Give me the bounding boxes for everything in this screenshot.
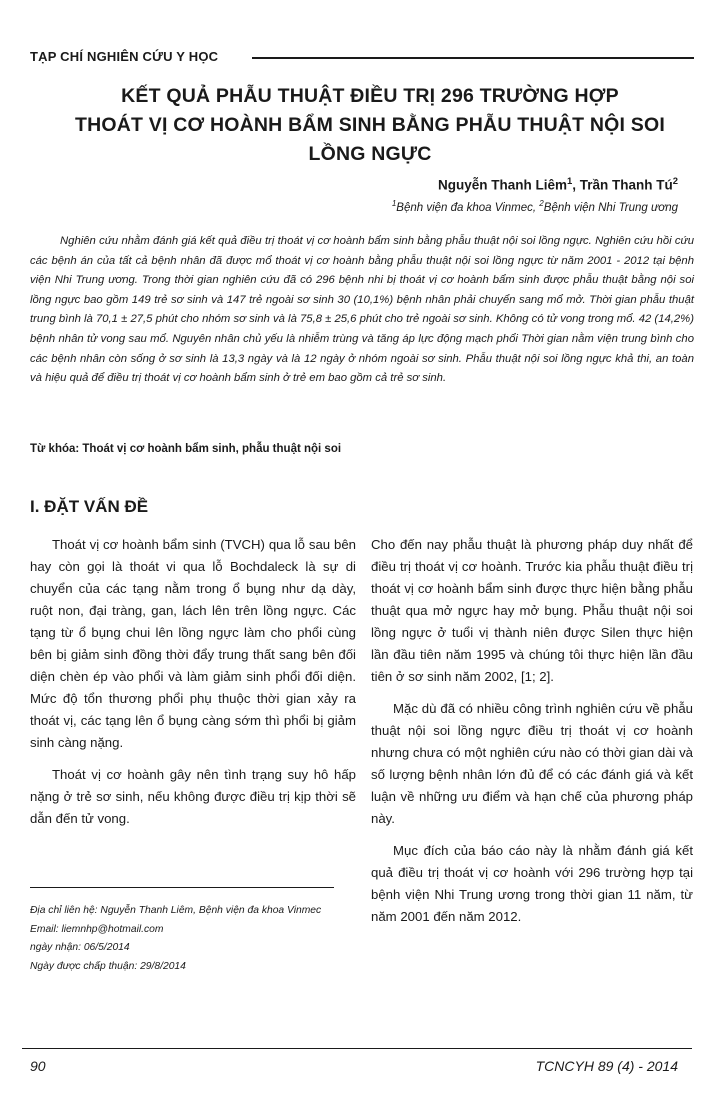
keywords: Từ khóa: Thoát vị cơ hoành bẩm sinh, phẫu thuật nội soi <box>30 443 342 455</box>
author-affiliation-mark: 2 <box>672 176 678 187</box>
affiliation: Bệnh viện Nhi Trung ương <box>543 201 678 214</box>
affiliation: Bệnh viện đa khoa Vinmec, <box>396 201 540 214</box>
left-column <box>30 534 356 840</box>
authors <box>438 176 678 193</box>
paragraph: Thoát vị cơ hoành bẩm sinh (TVCH) qua lỗ sau bên hay còn gọi là thoát vi qua lỗ Bochdaleck là sự di chuyển của các tạng nằm trong ổ bụng như dạ dày, ruột non, đại tràng, gan, lách lên trên lồng ngực. Các tạng từ ổ bụng chui lên lồng ngực làm cho phổi cùng bên bị giảm sinh đồng thời đẩy trung thất sang bên đối diện chèn ép vào phổi và làm giảm sinh phổi đối diện. Mức độ tổn thương phổi phụ thuộc thời gian xảy ra thoát vị, các tạng lên ổ bụng càng sớm thì phổi bị giảm sinh càng nặng. <box>30 537 356 750</box>
paragraph: Mục đích của báo cáo này là nhằm đánh giá kết quả điều trị thoát vị cơ hoành với 296 trường hợp tại bệnh viện Nhi Trung ương trong thời gian 11 năm, từ năm 2001 đến năm 2012. <box>371 843 693 924</box>
author-affiliation-mark: 1 <box>566 176 573 187</box>
affiliations <box>392 199 678 214</box>
title-line: THOÁT VỊ CƠ HOÀNH BẨM SINH BẰNG PHẪU THUẬT NỘI SOI <box>75 114 665 136</box>
footnote-contact: Địa chỉ liên hệ: Nguyễn Thanh Liêm, Bệnh viện đa khoa Vinmec <box>30 905 322 916</box>
section-heading: I. ĐẶT VẤN ĐỀ <box>30 497 149 516</box>
header-rule <box>252 57 694 59</box>
title-line: LỒNG NGỰC <box>308 143 432 165</box>
paragraph: Mặc dù đã có nhiều công trình nghiên cứu về phẫu thuật nội soi lồng ngực điều trị thoát vị cơ hoành nhưng chưa có một nghiên cứu nào có thời gian dài và số lượng bệnh nhân lớn đủ để có các đánh giá và kết luận về những ưu điểm và hạn chế của phương pháp này. <box>371 701 693 826</box>
author-separator: , <box>572 177 580 193</box>
page-number: 90 <box>30 1058 46 1074</box>
journal-header <box>30 49 694 69</box>
right-column <box>371 534 693 938</box>
author-name: Nguyễn Thanh Liêm <box>437 177 567 193</box>
author-name: Trần Thanh Tú <box>579 177 673 193</box>
footnote-accepted: Ngày được chấp thuận: 29/8/2014 <box>30 960 186 972</box>
title-line: KẾT QUẢ PHẪU THUẬT ĐIỀU TRỊ 296 TRƯỜNG HỢP <box>121 85 619 107</box>
affiliation-mark: 2 <box>539 199 544 208</box>
footnote-received: ngày nhận: 06/5/2014 <box>30 942 130 953</box>
footer-rule <box>22 1048 692 1049</box>
footnotes <box>30 902 356 976</box>
affiliation-mark: 1 <box>391 199 397 208</box>
journal-name: TẠP CHÍ NGHIÊN CỨU Y HỌC <box>30 49 219 64</box>
abstract: Nghiên cứu nhằm đánh giá kết quả điều trị thoát vị cơ hoành bẩm sinh bằng phẫu thuật nội soi lồng ngực. Nghiên cứu hồi cứu các bệnh án của tất cả bệnh nhân đã được mổ thoát vị cơ hoành bằng phẫu thuật nội soi lồng ngực từ năm 2001 - 2012 tại bệnh viện Nhi Trung ương. Trong thời gian nghiên cứu đã có 296 bệnh nhi bị thoát vị cơ hoành bẩm sinh được phẫu thuật bằng nội soi lồng ngực bao gồm 149 trẻ sơ sinh và 147 trẻ ngoài sơ sinh 30 (10,1%) bệnh nhân phải chuyển sang mổ mở. Thời gian phẫu thuật trung bình là 70,1 ± 27,5 phút cho nhóm sơ sinh và là 75,8 ± 25,6 phút cho trẻ ngoài sơ sinh. Không có tử vong trong mổ. 42 (14,2%) bệnh nhân tử vong sau mổ. Nguyên nhân chủ yếu là nhiễm trùng và tăng áp lực động mạch phổi Thời gian nằm viện trung bình cho các bệnh nhân còn sống ở sơ sinh là 13,3 ngày và là 12 ngày ở nhóm ngoài sơ sinh. Phẫu thuật nội soi lồng ngực khả thi, an toàn và hiệu quả để điều trị thoát vị cơ hoành bẩm sinh ở trẻ em bao gồm cả trẻ sơ sinh. <box>30 235 694 385</box>
paragraph: Thoát vị cơ hoành gây nên tình trạng suy hô hấp nặng ở trẻ sơ sinh, nếu không được điều trị kịp thời sẽ dẫn đến tử vong. <box>30 767 356 826</box>
footnote-email: Email: liemnhp@hotmail.com <box>30 923 164 935</box>
journal-reference: TCNCYH 89 (4) - 2014 <box>535 1058 678 1074</box>
article-title <box>60 82 680 169</box>
footnote-rule <box>30 887 334 888</box>
paragraph: Cho đến nay phẫu thuật là phương pháp duy nhất để điều trị thoát vị cơ hoành. Trước kia phẫu thuật điều trị thoát vị cơ hoành bẩm sinh được thực hiện bằng phẫu thuật qua mở ngực hay mở bụng. Phẫu thuật nội soi lồng ngực ở tuổi vị thành niên được Silen thực hiện lần đầu tiên năm 1995 và chúng tôi thực hiện lần đầu tiên ở sơ sinh năm 2002, [1; 2]. <box>371 537 693 684</box>
